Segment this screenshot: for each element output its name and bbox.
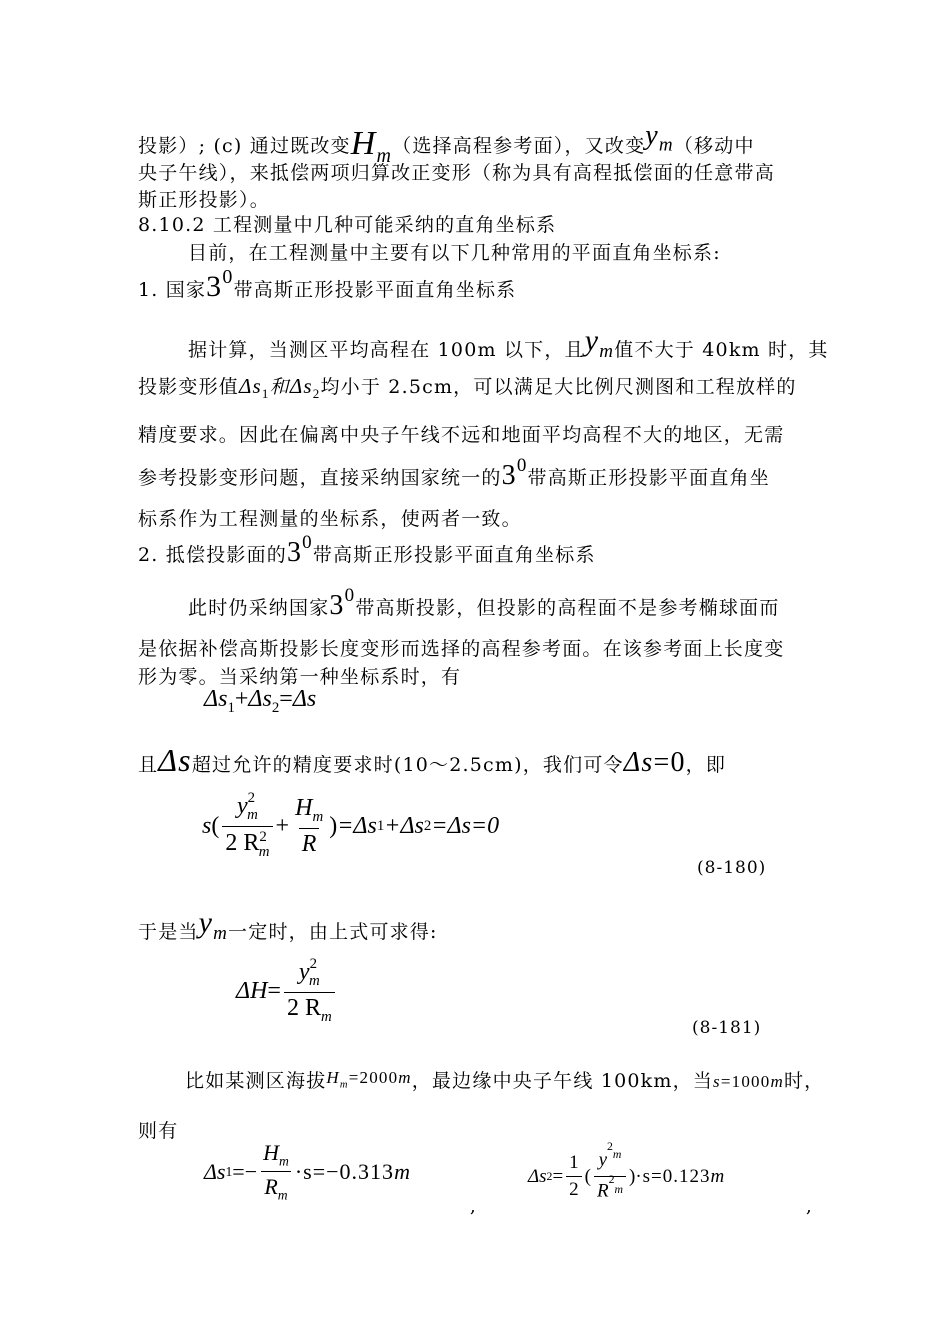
var-ym: $y_m$ [198,906,229,944]
comma: , [806,1196,812,1217]
para2-line4: 参考投影变形问题，直接采纳国家统一的$3^0$带高斯正形投影平面直角坐 [138,454,770,491]
delta-s1: $\Delta s_1$ [239,374,270,402]
degree-mark: 0 [344,584,356,606]
equation-delta-s1: Δs 1 =− $\frac{H_m}{R_m}$ ·s=−0.313 m [204,1140,410,1203]
para3-line1: 此时仍采纳国家$3^0$带高斯投影，但投影的高程面不是参考椭球面而 [188,584,780,621]
degree-mark: 0 [222,265,234,288]
when-line: 于是当$y_m$一定时，由上式可求得: [138,906,438,944]
equation-8-181: ΔH = $\frac{y^2_m}{2 R_m}$ [236,958,338,1026]
zone-number: 3 [501,460,517,491]
degree-mark: 0 [516,454,528,476]
para2-line2: 投影变形值$\Delta s_1$和$\Delta s_2$均小于 2.5cm，可以满足大比例尺测图和工程放样的 [138,374,797,402]
fraction-y2-over-r2: $\frac{y^2_m}{R^2_m}$ [594,1148,626,1205]
fraction-y-over-2r: $\frac{y^2_m}{2 R_m}$ [284,958,335,1026]
para2-line3: 精度要求。因此在偏离中央子午线不远和地面平均高程不大的地区，无需 [138,424,785,446]
para2-line1: 据计算，当测区平均高程在 100m 以下，且$y_m$值不大于 40km 时，其 [188,324,829,362]
fraction-hm-over-rm: $\frac{H_m}{R_m}$ [263,1140,289,1203]
example-line2: 则有 [138,1120,179,1142]
fraction-y-over-2r: $\frac{y^2_m}{2 R^2_m}$ [222,792,272,861]
condition-line: 且Δs超过允许的精度要求时(10～2.5cm)，我们可令Δs=0，即 [138,742,727,778]
zone-number: 3 [206,270,223,303]
equation-8-180: s ( $\frac{y^2_m}{2 R^2_m}$ + $\frac{H_m}{R}$ ) =Δs 1 +Δs 2 =Δs=0 [202,790,500,860]
item2-heading: 2. 抵偿投影面的$3^0$带高斯正形投影平面直角坐标系 [138,531,596,568]
zone-number: 3 [329,590,345,621]
para3-line2: 是依据补偿高斯投影长度变形而选择的高程参考面。在该参考面上长度变 [138,638,785,660]
zone-number: 3 [286,537,303,568]
fraction-one-half: $\frac{1}{2}$ [566,1152,582,1201]
para1-line3: 斯正形投影）。 [138,189,270,211]
delta-s: Δs [623,747,654,778]
equation-delta-s2: Δs 2 = $\frac{1}{2}$ ( $\frac{y^2_m}{R^2_m}$ ) ·s=0.123 m [528,1148,724,1205]
fraction-h-over-r: $\frac{H_m}{R}$ [295,794,324,857]
var-hm: $H_m$ [350,125,393,167]
hm-value: $H_m=2000m$ [326,1068,412,1091]
s-value: s=1000m [713,1072,784,1091]
delta-s2: $\Delta s_2$ [289,374,321,402]
para2-line5: 标系作为工程测量的坐标系，使两者一致。 [138,508,522,530]
equation-number: (8-181) [692,1018,762,1038]
para3-line3: 形为零。当采纳第一种坐标系时，有 [138,666,462,688]
para1-line2: 央子午线），来抵偿两项归算改正变形（称为具有高程抵偿面的任意带高 [138,162,775,184]
var-ym: $y_m$ [584,324,615,362]
delta-s: Δs [158,742,192,778]
var-ym: $y_m$ [645,120,674,156]
item1-heading: 1. 国家$3^0$带高斯正形投影平面直角坐标系 [138,265,517,303]
example-line1: 比如某测区海拔$H_m=2000m$，最边缘中央子午线 100km，当s=1000m时， [185,1068,825,1092]
equation-delta-sum: $\Delta s_1+\Delta s_2=\Delta s$ [204,686,317,716]
section-heading: 8.10.2 工程测量中几种可能采纳的直角坐标系 [138,214,557,236]
intro-text: 目前，在工程测量中主要有以下几种常用的平面直角坐标系: [188,242,721,264]
degree-mark: 0 [302,531,313,553]
para1-line1: 投影）; (c) 通过既改变$H_m$（选择高程参考面），又改变$y_m$（移动中 [138,120,755,167]
equation-number: (8-180) [697,858,767,878]
comma: , [470,1196,476,1217]
